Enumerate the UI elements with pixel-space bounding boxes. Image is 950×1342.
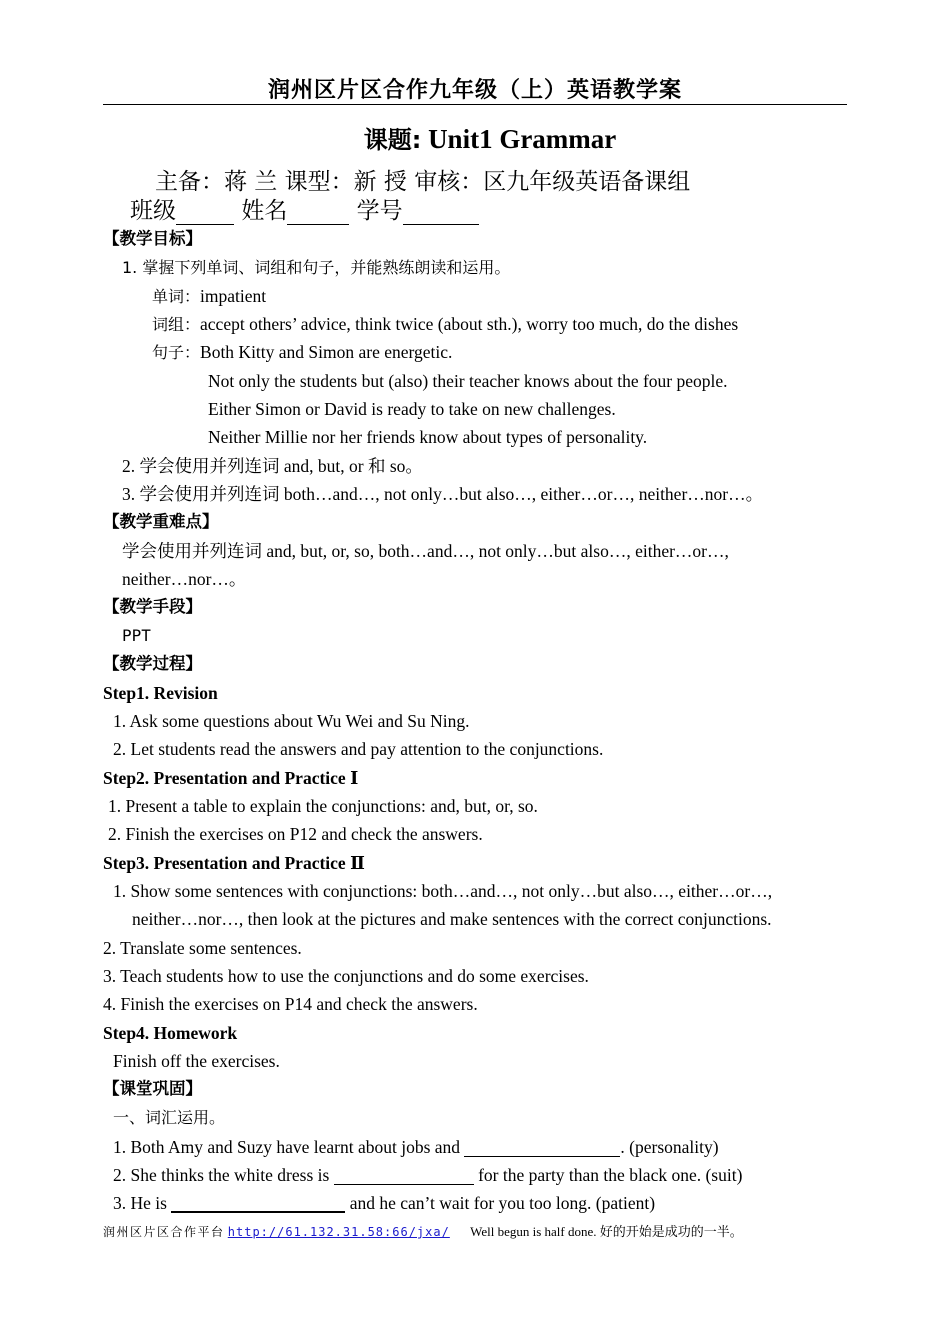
consolidation-subheading: 一、词汇运用。	[113, 1108, 226, 1127]
question-2-hint: for the party than the black one. (suit)	[473, 1165, 743, 1185]
question-3-blank[interactable]	[171, 1193, 345, 1213]
page-footer	[103, 1221, 743, 1240]
student-info	[130, 197, 479, 225]
question-2-blank[interactable]	[334, 1166, 474, 1185]
question-2	[113, 1165, 742, 1185]
words-label: 单词：	[152, 287, 201, 306]
objective-3: 3. 学会使用并列连词 both…and…, not only…but also…, either…or…, neither…nor…。	[122, 484, 764, 504]
page-header: 润州区片区合作九年级（上）英语教学案	[103, 72, 847, 105]
objective-1	[122, 257, 510, 278]
words-line	[152, 286, 266, 307]
step4-title: Step4. Homework	[103, 1023, 238, 1043]
step1-item-2: 2. Let students read the answers and pay attention to the conjunctions.	[113, 739, 604, 759]
title-text: Unit1 Grammar	[428, 124, 617, 154]
question-1	[113, 1137, 719, 1157]
step2-title: Step2. Presentation and Practice Ⅰ	[103, 768, 359, 788]
key-points-heading: 【教学重难点】	[103, 512, 219, 531]
question-3-text: 3. He is	[113, 1193, 172, 1213]
question-3	[113, 1193, 655, 1213]
name-label: 姓名	[241, 198, 288, 224]
step4-text: Finish off the exercises.	[113, 1051, 280, 1071]
phrases-label: 词组：	[152, 315, 201, 334]
footer-motto: Well begun is half done. 好的开始是成功的一半。	[470, 1224, 743, 1239]
title-label: 课题:	[363, 126, 422, 154]
step1-title: Step1. Revision	[103, 683, 218, 703]
question-2-text: 2. She thinks the white dress is	[113, 1165, 334, 1185]
sentence-3: Either Simon or David is ready to take on new challenges.	[208, 399, 616, 419]
consolidation-heading: 【课堂巩固】	[103, 1079, 202, 1098]
footer-platform: 润州区片区合作平台	[103, 1225, 225, 1239]
step3-item-2: 2. Translate some sentences.	[103, 938, 302, 958]
means-heading: 【教学手段】	[103, 597, 202, 616]
key-points-line-1: 学会使用并列连词 and, but, or, so, both…and…, not only…but also…, either…or…,	[122, 541, 729, 561]
key-points-line-2: neither…nor…。	[122, 569, 247, 589]
step2-item-1: 1. Present a table to explain the conjunctions: and, but, or, so.	[108, 796, 538, 816]
sentence-1: Both Kitty and Simon are energetic.	[200, 342, 453, 362]
question-1-text: 1. Both Amy and Suzy have learnt about jobs and	[113, 1137, 465, 1157]
step3-item-1-line-2: neither…nor…, then look at the pictures and make sentences with the correct conjunctions.	[132, 909, 772, 929]
question-1-blank[interactable]	[464, 1138, 620, 1157]
sentence-2: Not only the students but (also) their teacher knows about the four people.	[208, 371, 728, 391]
id-blank[interactable]	[403, 204, 479, 225]
objective-2: 2. 学会使用并列连词 and, but, or 和 so。	[122, 456, 423, 476]
process-heading: 【教学过程】	[103, 654, 202, 673]
objectives-heading: 【教学目标】	[103, 229, 202, 248]
phrases-line	[152, 314, 738, 335]
id-label: 学号	[356, 198, 403, 224]
sentences-label: 句子：	[152, 343, 201, 362]
objective-1-text: 1. 掌握下列单词、词组和句子，并能熟练朗读和运用。	[122, 258, 511, 277]
footer-link[interactable]: http://61.132.31.58:66/jxa/	[227, 1225, 450, 1239]
meta-line: 主备：蒋 兰 课型：新 授 审核：区九年级英语备课组	[155, 169, 691, 195]
step3-item-4: 4. Finish the exercises on P14 and check the answers.	[103, 994, 478, 1014]
sentence-4: Neither Millie nor her friends know about types of personality.	[208, 427, 648, 447]
name-blank[interactable]	[287, 204, 349, 225]
class-label: 班级	[130, 198, 176, 224]
step3-title: Step3. Presentation and Practice Ⅱ	[103, 853, 365, 873]
step3-item-1-line-1: 1. Show some sentences with conjunctions: both…and…, not only…but also…, either…or…,	[113, 881, 773, 901]
question-3-hint: and he can’t wait for you too long. (patient)	[345, 1193, 656, 1213]
class-blank[interactable]	[176, 204, 234, 225]
page-title	[0, 120, 950, 155]
step3-item-3: 3. Teach students how to use the conjunctions and do some exercises.	[103, 966, 589, 986]
means-text: PPT	[122, 626, 151, 645]
words-text: impatient	[200, 286, 267, 306]
step1-item-1: 1. Ask some questions about Wu Wei and Su Ning.	[113, 711, 470, 731]
step2-item-2: 2. Finish the exercises on P12 and check the answers.	[108, 824, 483, 844]
question-1-hint: . (personality)	[620, 1137, 719, 1157]
sentences-line	[152, 342, 452, 363]
phrases-text: accept others’ advice, think twice (about sth.), worry too much, do the dishes	[200, 314, 739, 334]
